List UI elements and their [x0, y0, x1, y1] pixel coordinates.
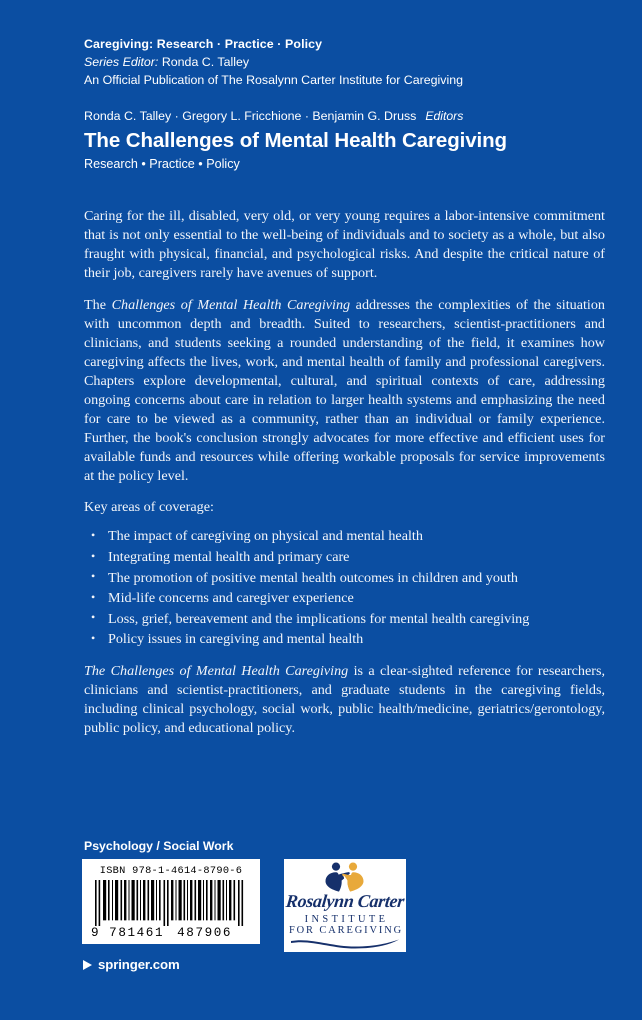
springer-domain-text: springer.com: [98, 957, 180, 972]
blurb-body: [84, 207, 605, 750]
blurb-p3-rest: is a clear-sighted reference for researchers, clinicians and scientist-practitioners, and graduate students in the caregiving fields, including clinical psychology, social work, public health/medicine, geriatrics/gerontology, public policy, and educational policy.: [84, 662, 605, 736]
blurb-paragraph-2: [84, 296, 605, 486]
blurb-p2-rest: addresses the complexities of the situation with uncommon depth and breadth. Suited to researchers, scientist-practitioners and clinicians, and students seeking a rounded understanding of the field, it examines how caregiving affects the lives, work, and mental health of family and professional caregivers. Chapters explore developmental, cultural, and spiritual contexts of care, addressing ongoing concerns about care in relation to larger health systems and emphasizing the need for care to be viewed as a community, rather than an individual or family experience. Further, the book's conclusion strongly advocates for more effective and efficient uses for available funds and resources while offering workable proposals for service improvements at the policy level.: [84, 296, 605, 484]
series-editor-label: Series Editor:: [84, 54, 159, 69]
rci-swoosh-icon: [289, 937, 401, 949]
barcode-left-group: 781461: [109, 926, 165, 940]
page-title: The Challenges of Mental Health Caregiving: [84, 129, 507, 152]
rci-institute-word: INSTITUTE: [304, 914, 389, 925]
blurb-paragraph-1: Caring for the ill, disabled, very old, or very young requires a labor-intensive commitment that is not only essential to the well-being of individuals and to society as a whole, but also fraught with physical, financial, and psychological risks. And despite the critical nature of their job, caregivers rarely have avenues of support.: [84, 208, 605, 282]
list-item: • Policy issues in caregiving and mental health: [84, 630, 605, 649]
two-figures-heart-icon: [318, 862, 372, 892]
isbn-number: ISBN 978-1-4614-8790-6: [99, 865, 243, 877]
barcode-digits: [91, 924, 251, 940]
series-editor-name: Ronda C. Talley: [161, 54, 250, 69]
rci-script-name: Rosalynn Carter: [284, 891, 406, 911]
list-item: • Loss, grief, bereavement and the implications for mental health caregiving: [84, 610, 605, 629]
series-header: [84, 36, 604, 90]
official-publication-line: An Official Publication of The Rosalynn Carter Institute for Caregiving: [84, 72, 464, 87]
list-item: • Integrating mental health and primary care: [84, 548, 605, 567]
barcode-right-group: 487906: [177, 926, 233, 940]
rci-caregiving-words: FOR CAREGIVING: [288, 925, 404, 936]
isbn-barcode-card: [82, 859, 260, 944]
editors-role-label: Editors: [425, 109, 464, 123]
key-areas-list: [84, 527, 605, 649]
list-item: • The impact of caregiving on physical and mental health: [84, 527, 605, 546]
blurb-p3-italic-title: The Challenges of Mental Health Caregiving: [84, 662, 349, 679]
list-item: • Mid-life concerns and caregiver experience: [84, 589, 605, 608]
barcode-lead-digit: 9: [91, 926, 101, 940]
key-areas-heading: Key areas of coverage:: [84, 499, 214, 516]
barcode-icon: [92, 880, 250, 926]
play-arrow-icon: [83, 960, 92, 970]
series-title: Caregiving: Research · Practice · Policy: [84, 37, 323, 51]
blurb-p2-italic-title: Challenges of Mental Health Caregiving: [111, 296, 351, 313]
series-editor-line: [84, 54, 604, 72]
rosalynn-carter-institute-logo: [284, 859, 406, 952]
book-subtitle: Research • Practice • Policy: [84, 157, 240, 171]
blurb-p2-prefix: The: [84, 296, 112, 313]
springer-link[interactable]: [83, 957, 180, 972]
editors-line: [84, 109, 463, 123]
editors-names: Ronda C. Talley · Gregory L. Fricchione · Benjamin G. Druss: [84, 109, 417, 123]
list-item: • The promotion of positive mental health outcomes in children and youth: [84, 569, 605, 588]
subject-category-label: Psychology / Social Work: [84, 839, 234, 853]
blurb-paragraph-3: [84, 662, 605, 738]
